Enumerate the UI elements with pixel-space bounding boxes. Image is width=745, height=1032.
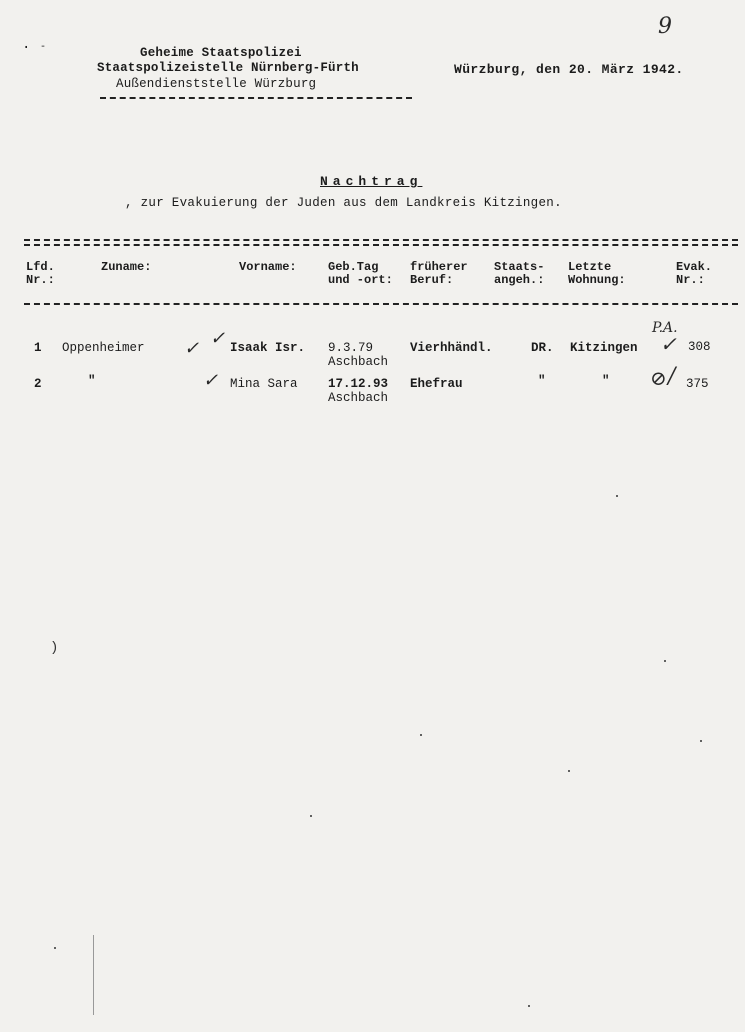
checkmark-icon: ✓ — [184, 338, 200, 359]
checkmark-icon: ✓ — [210, 328, 226, 349]
column-header-beruf: früherer Beruf: — [410, 260, 468, 287]
cell-beruf: Vierhhändl. — [410, 341, 493, 355]
stray-mark: · — [22, 40, 31, 56]
dateline: Würzburg, den 20. März 1942. — [454, 62, 684, 77]
cell-vorname: Mina Sara — [230, 377, 298, 391]
cell-nr: 2 — [34, 377, 42, 391]
checkmark-icon: / — [668, 364, 676, 389]
crossed-checkmark-icon: ⊘ — [650, 366, 667, 390]
cell-evak-nr: 375 — [686, 377, 709, 391]
column-header-evak-nr: Evak. Nr.: — [676, 260, 713, 287]
cell-vorname: Isaak Isr. — [230, 341, 306, 355]
cell-geb-place: Aschbach — [328, 391, 389, 405]
scan-speck — [664, 660, 666, 662]
checkmark-icon: ✓ — [203, 370, 219, 391]
scan-streak — [93, 935, 94, 1015]
cell-zuname: Oppenheimer — [62, 341, 145, 355]
stray-mark: - — [40, 42, 47, 53]
cell-evak-nr: 308 — [688, 340, 711, 354]
cell-beruf: Ehefrau — [410, 377, 463, 391]
document-title: Nachtrag — [320, 174, 423, 189]
org-branch: Außendienststelle Würzburg — [116, 77, 317, 91]
header-rule — [100, 97, 412, 99]
column-header-wohnung: Letzte Wohnung: — [568, 260, 626, 287]
column-header-nr: Lfd. Nr.: — [26, 260, 55, 287]
cell-geb-date: 9.3.79 — [328, 341, 374, 355]
cell-geb-place: Aschbach — [328, 355, 389, 369]
scan-speck — [420, 734, 422, 736]
scan-speck — [54, 947, 56, 949]
column-header-staatsangehoerigkeit: Staats- angeh.: — [494, 260, 545, 287]
scan-speck — [528, 1005, 530, 1007]
cell-wohnung: " — [602, 374, 610, 388]
handwritten-annotation: P.A. — [652, 320, 678, 336]
table-top-rule — [24, 239, 738, 241]
table-header-rule — [24, 303, 738, 305]
stray-mark: ) — [50, 640, 59, 656]
table-top-rule-2 — [24, 244, 738, 246]
cell-staatsangehoerigkeit: DR. — [531, 341, 554, 355]
cell-wohnung: Kitzingen — [570, 341, 638, 355]
cell-geb-date: 17.12.93 — [328, 377, 389, 391]
column-header-vorname: Vorname: — [239, 260, 297, 274]
cell-nr: 1 — [34, 341, 42, 355]
scan-speck — [700, 740, 702, 742]
scan-speck — [568, 770, 570, 772]
org-office: Staatspolizeistelle Nürnberg-Fürth — [97, 61, 359, 75]
cell-zuname: " — [88, 374, 96, 388]
document-subtitle: , zur Evakuierung der Juden aus dem Landkreis Kitzingen. — [125, 196, 562, 210]
cell-staatsangehoerigkeit: " — [538, 374, 546, 388]
org-name: Geheime Staatspolizei — [140, 46, 302, 60]
checkmark-icon: ✓ — [660, 332, 677, 356]
column-header-zuname: Zuname: — [101, 260, 152, 274]
scan-speck — [310, 815, 312, 817]
scan-speck — [616, 495, 618, 497]
column-header-geburt: Geb.Tag und -ort: — [328, 260, 393, 287]
page-number-mark: 9 — [658, 14, 672, 39]
